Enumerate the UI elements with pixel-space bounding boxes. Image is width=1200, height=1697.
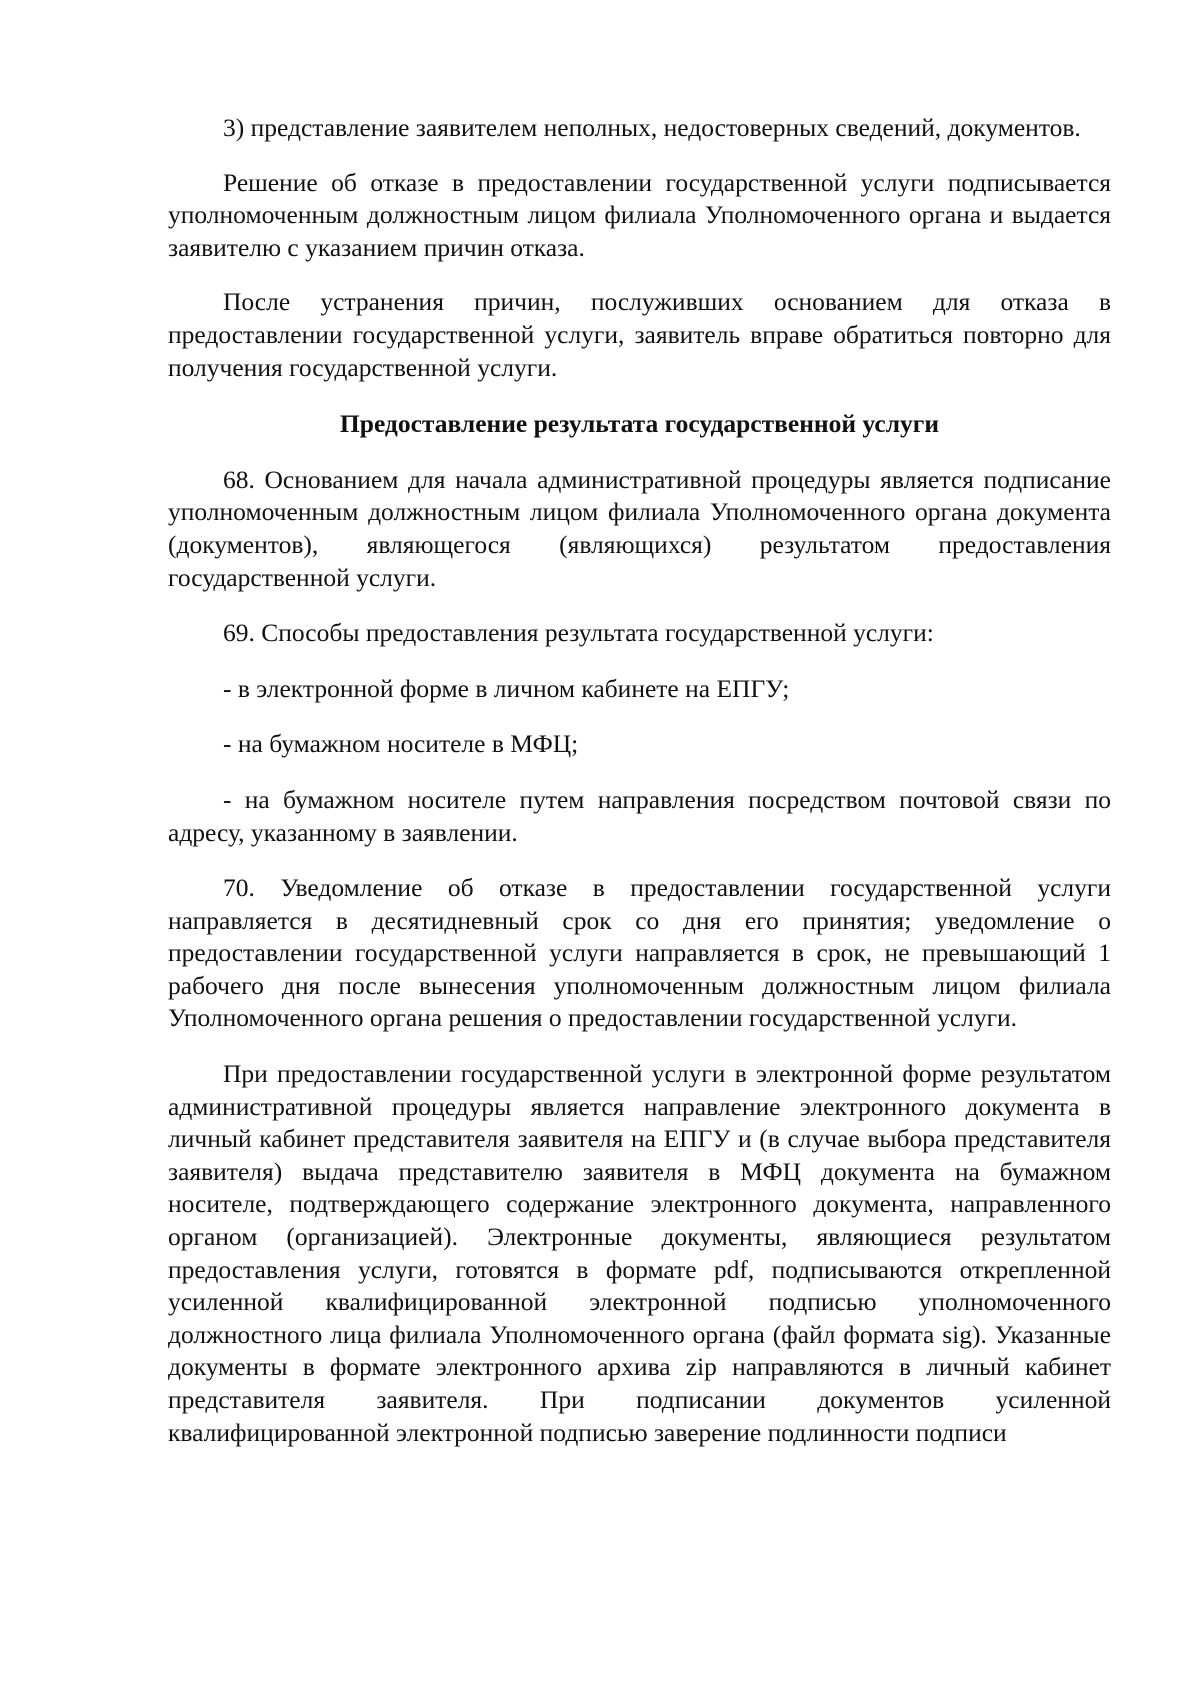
- paragraph-refusal-decision: Решение об отказе в предоставлении государственной услуги подписывается уполномоченным должностным лицом филиала Уполномоченного органа и выдается заявителю с указанием причин отказа.: [168, 167, 1111, 262]
- paragraph-70: 70. Уведомление об отказе в предоставлении государственной услуги направляется в десятидневный срок со дня его принятия; уведомление о предоставлении государственной услуги направляется в срок, не превышающий 1 рабочего дня после вынесения уполномоченным должностным лицом филиала Уполномоченного органа решения о предоставлении государственной услуги.: [168, 873, 1111, 1033]
- list-item-epgu: - в электронной форме в личном кабинете на ЕПГУ;: [223, 673, 790, 703]
- paragraph-electronic-result: При предоставлении государственной услуги в электронной форме результатом административной процедуры является направление электронного документа в личный кабинет представителя заявителя на ЕПГУ и (в случае выбора представителя заявителя) выдача представителю заявителя в МФЦ документа на бумажном носителе, подтверждающего содержание электронного документа, направленного органом (организацией). Электронные документы, являющиеся результатом предоставления услуги, готовятся в формате pdf, подписываются открепленной усиленной квалифицированной электронной подписью уполномоченного должностного лица филиала Уполномоченного органа (файл формата sig). Указанные документы в формате электронного архива zip направляются в личный кабинет представителя заявителя. При подписании документов усиленной квалифицированной электронной подписью заверение подлинности подписи: [168, 1059, 1111, 1447]
- list-item-mfc: - на бумажном носителе в МФЦ;: [223, 729, 579, 759]
- section-heading: Предоставление результата государственной услуги: [339, 409, 940, 439]
- paragraph-69: 69. Способы предоставления результата государственной услуги:: [223, 618, 934, 648]
- paragraph-68: 68. Основанием для начала административной процедуры является подписание уполномоченным должностным лицом филиала Уполномоченного органа документа (документов), являющегося (являющихся) результатом предоставления государственной услуги.: [168, 464, 1111, 592]
- document-page: [168, 112, 1111, 1449]
- paragraph-item-3: 3) представление заявителем неполных, недостоверных сведений, документов.: [223, 113, 1081, 142]
- paragraph-reapply: После устранения причин, послуживших основанием для отказа в предоставлении государственной услуги, заявитель вправе обратиться повторно для получения государственной услуги.: [168, 287, 1111, 382]
- list-item-post: - на бумажном носителе путем направления посредством почтовой связи по адресу, указанному в заявлении.: [168, 784, 1111, 847]
